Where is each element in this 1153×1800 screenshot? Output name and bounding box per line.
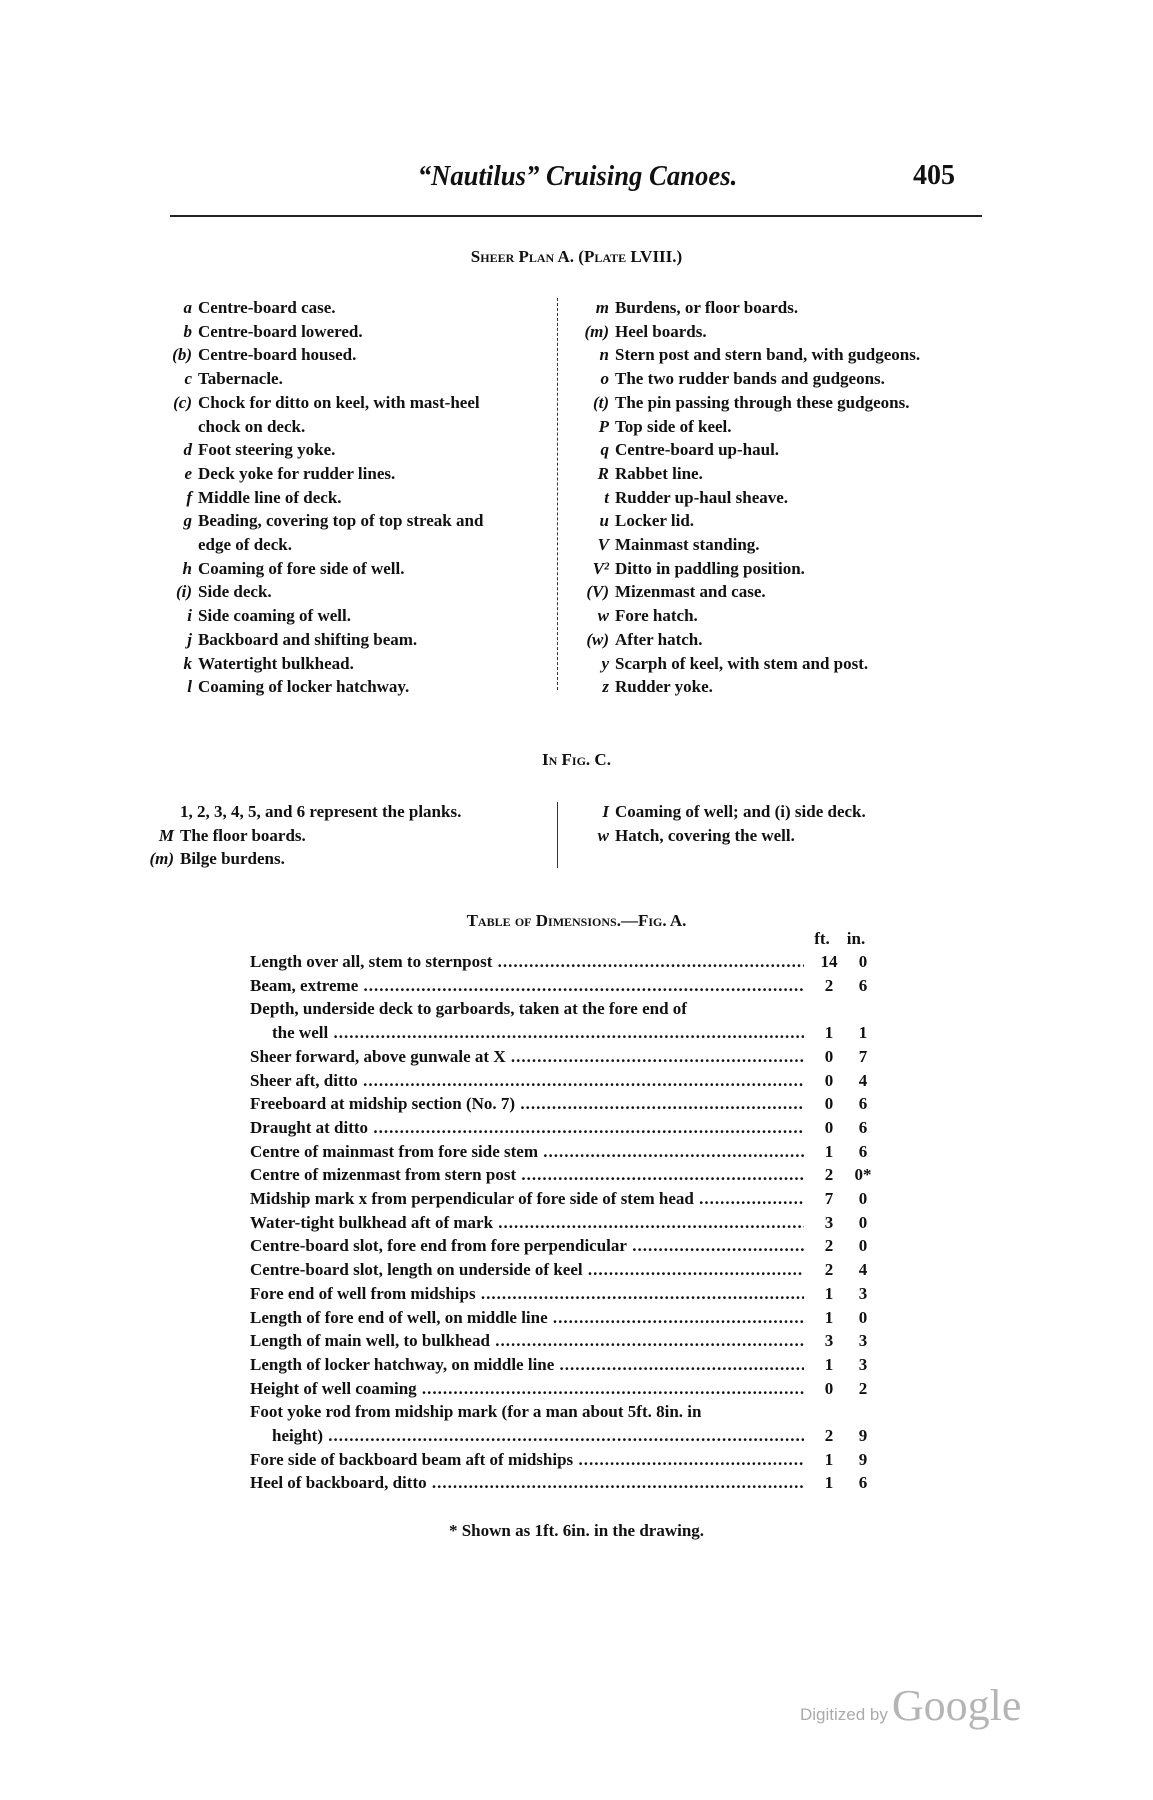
item-key: R [597,463,609,483]
item-text: Stern post and stern band, with gudgeons. [615,345,921,365]
row-label: Freeboard at midship section (No. 7) ..... [250,1092,804,1116]
item-text: The floor boards. [180,825,306,845]
item-key: (m) [584,321,609,341]
watermark-prefix: Digitized by [800,1705,888,1724]
item-key: c [184,369,192,389]
table-row [250,1045,880,1069]
item-key: (V) [586,582,609,602]
item-text: Beading, covering top of top streak and [198,511,484,531]
item-text: Hatch, covering the well. [615,825,795,845]
item-key: w [597,825,609,845]
row-label: Heel of backboard, ditto ..... [250,1471,804,1495]
row-label-continuation: the well ..... [250,1021,804,1045]
ft-value: 1 [824,1473,834,1493]
sheer-plan-heading: Sheer Plan A. (Plate LVIII.) [470,247,683,266]
in-value: 6 [858,1117,868,1137]
list-item [148,580,548,604]
row-label: Fore end of well from midships ..... [250,1282,804,1306]
ft-cell [812,997,846,1021]
unit-in: in. [846,929,866,948]
table-row-continuation [250,1424,880,1448]
item-key: w [597,606,609,626]
list-item [130,800,550,824]
sheer-plan-left-list [148,296,548,699]
table-row [250,1069,880,1093]
list-item [565,343,995,367]
table-row [250,1211,880,1235]
list-item [565,391,995,415]
table-row [250,1377,880,1401]
item-key: j [187,629,192,649]
item-key: u [599,511,609,531]
item-text: Heel boards. [615,321,707,341]
ft-value: 0 [824,1094,834,1114]
row-label: Water-tight bulkhead aft of mark ..... [250,1211,804,1235]
list-item [565,415,995,439]
item-key: y [601,653,609,673]
table-row [250,950,880,974]
row-label: Midship mark x from perpendicular of fore side of stem head ..... [250,1187,804,1211]
ft-value: 0 [824,1046,834,1066]
row-label: Depth, underside deck to garboards, taken at the fore end of [250,999,687,1019]
in-value: 1 [858,1023,868,1043]
ft-value: 0 [824,1117,834,1137]
in-value: 7 [858,1046,868,1066]
ft-value: 7 [824,1189,834,1209]
row-label: Centre-board slot, fore end from fore perpendicular ..... [250,1234,804,1258]
ft-cell [812,1400,846,1424]
item-key: V [597,535,609,555]
item-text: Centre-board lowered. [198,321,363,341]
ft-value: 1 [824,1354,834,1374]
list-item [565,509,995,533]
item-text: Fore hatch. [615,606,698,626]
in-value: 0 [858,952,868,971]
table-row [250,1329,880,1353]
list-item [148,557,548,581]
table-row [250,1400,880,1424]
item-text: The pin passing through these gudgeons. [615,392,910,412]
in-value: 4 [858,1070,868,1090]
fig-c-heading: In Fig. C. [542,750,611,769]
list-item [565,800,985,824]
list-item [148,675,548,699]
in-value: 6 [858,1473,868,1493]
item-key: (m) [149,849,174,869]
table-row [250,1234,880,1258]
table-row [250,1163,880,1187]
digitized-by-google-watermark [800,1680,1021,1731]
item-key: n [599,345,609,365]
table-row [250,1092,880,1116]
in-value: 6 [858,975,868,995]
list-item [565,533,995,557]
in-value: 9 [858,1449,868,1469]
item-text: Centre-board up-haul. [615,440,780,460]
table-row [250,974,880,998]
item-text: Scarph of keel, with stem and post. [615,653,869,673]
row-label: Beam, extreme ..... [250,974,804,998]
list-item [130,824,550,848]
item-text: Middle line of deck. [198,487,342,507]
item-text: Foot steering yoke. [198,440,336,460]
item-text: Watertight bulkhead. [198,653,354,673]
item-key: (c) [173,392,192,412]
ft-value: 14 [820,952,838,971]
item-text: 1, 2, 3, 4, 5, and 6 represent the planks. [180,802,462,821]
list-item [148,391,548,415]
list-item [130,847,550,871]
list-item [148,462,548,486]
dimensions-table [250,950,880,1495]
table-row [250,1258,880,1282]
row-label: Centre-board slot, length on underside of keel ..... [250,1258,804,1282]
row-label-continuation: height) ..... [250,1424,804,1448]
item-key: M [158,825,174,845]
row-label: Length of fore end of well, on middle line ..... [250,1306,804,1330]
item-text: Coaming of well; and (i) side deck. [615,802,866,821]
item-text: Rudder up-haul sheave. [615,487,789,507]
column-divider [557,298,558,690]
item-text: Tabernacle. [198,369,283,389]
item-key: (b) [172,345,192,365]
item-key: i [187,606,192,626]
row-label: Centre of mizenmast from stern post ..... [250,1163,804,1187]
in-value: 0* [854,1165,872,1185]
item-text: Side deck. [198,582,272,602]
item-key: z [602,677,609,697]
list-item [565,320,995,344]
google-logo: Google [891,1681,1022,1730]
ft-value: 3 [824,1212,834,1232]
list-item [565,628,995,652]
column-divider [557,802,558,868]
item-text: After hatch. [615,629,703,649]
ft-value: 3 [824,1331,834,1351]
item-text: Side coaming of well. [198,606,351,626]
ft-value: 0 [824,1070,834,1090]
item-text: Locker lid. [615,511,695,531]
table-row-continuation [250,1021,880,1045]
table-row [250,1116,880,1140]
item-key: g [183,511,192,531]
in-value: 3 [858,1331,868,1351]
list-item [148,320,548,344]
item-key: o [600,369,609,389]
item-key: I [602,802,609,821]
fig-c-right-list [565,800,985,847]
item-key: l [187,677,192,697]
item-text: Chock for ditto on keel, with mast-heel [198,392,480,412]
item-text: The two rudder bands and gudgeons. [615,369,885,389]
in-value: 6 [858,1141,868,1161]
item-text: Centre-board case. [198,298,336,317]
list-item [565,438,995,462]
item-key: h [182,558,192,578]
list-item [565,824,985,848]
in-cell [846,997,880,1021]
item-key: (t) [592,392,609,412]
ft-value: 1 [824,1449,834,1469]
item-key: k [183,653,192,673]
row-label: Draught at ditto ..... [250,1116,804,1140]
item-key: P [598,416,609,436]
item-text: Ditto in paddling position. [615,558,805,578]
list-item [148,509,548,533]
item-text: Top side of keel. [615,416,732,436]
fig-c-left-list [130,800,550,871]
in-value: 0 [858,1212,868,1232]
list-item [565,296,995,320]
list-item [565,367,995,391]
item-text: Bilge burdens. [180,849,285,869]
list-item [148,628,548,652]
item-key: m [595,298,609,317]
table-row [250,997,880,1021]
table-row [250,1140,880,1164]
row-label: Length over all, stem to sternpost ..... [250,950,804,974]
item-key: q [600,440,609,460]
item-text: Rabbet line. [615,463,703,483]
unit-headers [805,929,873,949]
list-item [148,296,548,320]
ft-value: 2 [824,1260,834,1280]
ft-value: 2 [824,1236,834,1256]
page-number: 405 [913,160,955,191]
list-item [565,580,995,604]
in-value: 9 [858,1426,868,1446]
list-item [148,438,548,462]
running-head [170,160,985,200]
table-row [250,1187,880,1211]
in-value: 2 [858,1378,868,1398]
item-key: (w) [586,629,609,649]
item-text: Deck yoke for rudder lines. [198,463,396,483]
sheer-plan-right-list [565,296,995,699]
list-item [565,486,995,510]
ft-value: 1 [824,1307,834,1327]
item-key: (i) [175,582,192,602]
list-item [565,652,995,676]
dimensions-heading: Table of Dimensions.—Fig. A. [466,911,687,930]
ft-value: 0 [824,1378,834,1398]
header-rule [170,215,982,217]
item-key: f [186,487,192,507]
item-text: Coaming of locker hatchway. [198,677,410,697]
list-item [565,557,995,581]
ft-value: 2 [824,1426,834,1446]
ft-value: 1 [824,1141,834,1161]
list-item [148,367,548,391]
item-text: Mizenmast and case. [615,582,766,602]
row-label: Fore side of backboard beam aft of midships ..... [250,1448,804,1472]
item-text: Coaming of fore side of well. [198,558,405,578]
list-item [565,604,995,628]
item-key: d [183,440,192,460]
table-row [250,1471,880,1495]
table-row [250,1282,880,1306]
row-label: Height of well coaming ..... [250,1377,804,1401]
ft-value: 2 [824,1165,834,1185]
in-cell [846,1400,880,1424]
row-label: Sheer aft, ditto ..... [250,1069,804,1093]
list-item [565,462,995,486]
item-text: Mainmast standing. [615,535,760,555]
ft-value: 2 [824,975,834,995]
page-title: “Nautilus” Cruising Canoes. [417,160,738,192]
list-item [148,652,548,676]
item-continuation: chock on deck. [198,416,306,436]
row-label: Length of locker hatchway, on middle line ..... [250,1353,804,1377]
item-text: Backboard and shifting beam. [198,629,418,649]
row-label: Sheer forward, above gunwale at X ..... [250,1045,804,1069]
item-text: Rudder yoke. [615,677,713,697]
in-value: 4 [858,1260,868,1280]
table-row [250,1448,880,1472]
in-value: 0 [858,1236,868,1256]
row-label: Foot yoke rod from midship mark (for a man about 5ft. 8in. in [250,1402,702,1422]
row-label: Centre of mainmast from fore side stem ..... [250,1140,804,1164]
item-key [130,800,180,824]
item-text: Burdens, or floor boards. [615,298,799,317]
in-value: 3 [858,1283,868,1303]
list-item [148,486,548,510]
row-label: Length of main well, to bulkhead ..... [250,1329,804,1353]
item-key: b [183,321,192,341]
item-key: a [183,298,192,317]
in-value: 3 [858,1354,868,1374]
footnote: * Shown as 1ft. 6in. in the drawing. [448,1521,705,1540]
ft-value: 1 [824,1023,834,1043]
item-key: e [184,463,192,483]
table-row [250,1306,880,1330]
item-key: V² [592,558,609,578]
item-key: t [604,487,609,507]
list-item [565,675,995,699]
item-text: Centre-board housed. [198,345,357,365]
list-item [148,604,548,628]
in-value: 0 [858,1189,868,1209]
in-value: 0 [858,1307,868,1327]
item-continuation: edge of deck. [198,535,292,555]
list-item [148,343,548,367]
table-row [250,1353,880,1377]
unit-ft: ft. [814,929,830,948]
ft-value: 1 [824,1283,834,1303]
in-value: 6 [858,1094,868,1114]
